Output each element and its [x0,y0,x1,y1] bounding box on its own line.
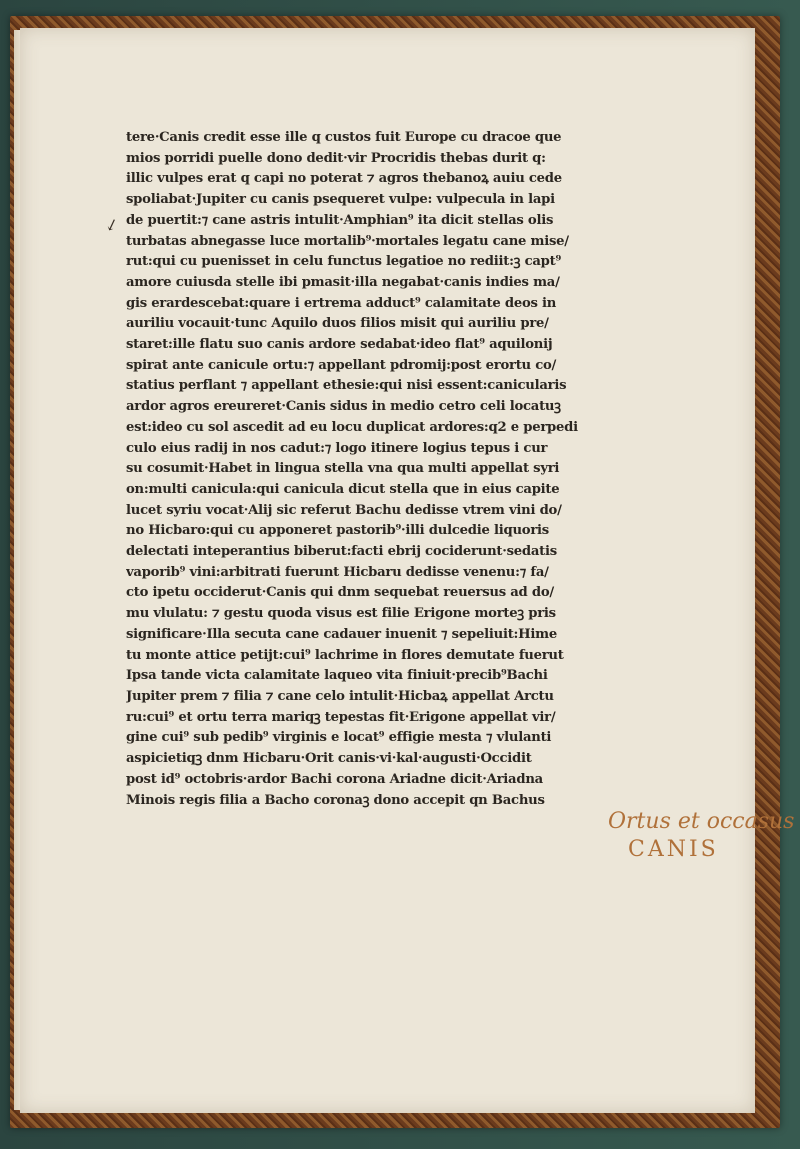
text-line: ardor agros ereureret·Canis sidus in medio cetro celi locatuꝫ [126,399,561,415]
text-line: lucet syriu vocat·Alij sic referut Bachu dedisse vtrem vini do/ [126,502,562,518]
text-line: mu vlulatu: ⁊ gestu quoda visus est filie Erigone morteꝫ pris [126,606,556,622]
text-line: rut:qui cu puenisset in celu functus legatioe no rediit:ꝫ capt⁹ [126,254,562,270]
text-line: cto ipetu occiderut·Canis qui dnm sequebat reuersus ad do/ [126,585,554,601]
marginal-note-line-2: CANIS [628,837,719,862]
marginal-note-line-1: Ortus et occasus [608,809,795,834]
text-line: tere·Canis credit esse ille q custos fuit Europe cu dracoe que [126,130,562,145]
pen-mark: ↙ [102,213,122,236]
text-line: aspicietiqꝫ dnm Hicbaru·Orit canis·vi·kal·augusti·Occidit [126,751,532,767]
text-line: statius perflant ⁊ appellant ethesie:qui nisi essent:canicularis [126,378,567,394]
text-line: post id⁹ octobris·ardor Bachi corona Ariadne dicit·Ariadna [126,771,543,787]
text-line: su cosumit·Habet in lingua stella vna qua multi appellat syri [126,461,560,477]
text-line: vaporib⁹ vini:arbitrati fuerunt Hicbaru dedisse venenu:⁊ fa/ [126,564,549,580]
text-line: no Hicbaro:qui cu apponeret pastorib⁹·illi dulcedie liquoris [126,523,549,539]
text-line: mios porridi puelle dono dedit·vir Procridis thebas durit q: [126,150,546,166]
text-line: tu monte attice petijt:cui⁹ lachrime in flores demutate fuerut [126,647,564,663]
text-line: spirat ante canicule ortu:⁊ appellant pdromij:post erortu co/ [126,357,557,373]
text-block [126,128,606,811]
text-line: de puertit:⁊ cane astris intulit·Amphian⁹ ita dicit stellas olis [126,212,554,228]
text-line: turbatas abnegasse luce mortalib⁹·mortales legatu cane mise/ [126,233,569,249]
text-line: auriliu vocauit·tunc Aquilo duos filios misit qui auriliu pre/ [126,316,549,332]
text-line: illic vulpes erat q capi no poterat ⁊ agros thebanoꝝ auiu cede [126,171,562,187]
text-line: spoliabat·Jupiter cu canis psequeret vulpe: vulpecula in lapi [126,192,555,208]
text-line: delectati inteperantius biberut:facti ebrij cociderunt·sedatis [126,544,557,560]
text-line: amore cuiusda stelle ibi pmasit·illa negabat·canis indies ma/ [126,274,560,290]
text-line: staret:ille flatu suo canis ardore sedabat·ideo flat⁹ aquilonij [126,337,553,353]
text-line: Jupiter prem ⁊ filia ⁊ cane celo intulit·Hicbaꝝ appellat Arctu [126,688,554,704]
text-line: Ipsa tande victa calamitate laqueo vita finiuit·precib⁹Bachi [126,668,548,684]
text-line: Minois regis filia a Bacho coronaꝫ dono accepit qn Bachus [126,792,545,808]
text-line: est:ideo cu sol ascedit ad eu locu duplicat ardores:q2 e perpedi [126,419,578,435]
marginal-note [608,808,800,864]
text-line: gis erardescebat:quare i ertrema adduct⁹ calamitate deos in [126,295,557,311]
text-line: ru:cui⁹ et ortu terra mariqꝫ tepestas fit·Erigone appellat vir/ [126,709,556,725]
text-line: culo eius radij in nos cadut:⁊ logo itinere logius tepus i cur [126,440,548,456]
text-line: significare·Illa secuta cane cadauer inuenit ⁊ sepeliuit:Hime [126,626,557,642]
manuscript-page [20,28,795,1113]
text-line: gine cui⁹ sub pedib⁹ virginis e locat⁹ effigie mesta ⁊ vlulanti [126,730,552,746]
text-line: on:multi canicula:qui canicula dicut stella que in eius capite [126,481,560,497]
